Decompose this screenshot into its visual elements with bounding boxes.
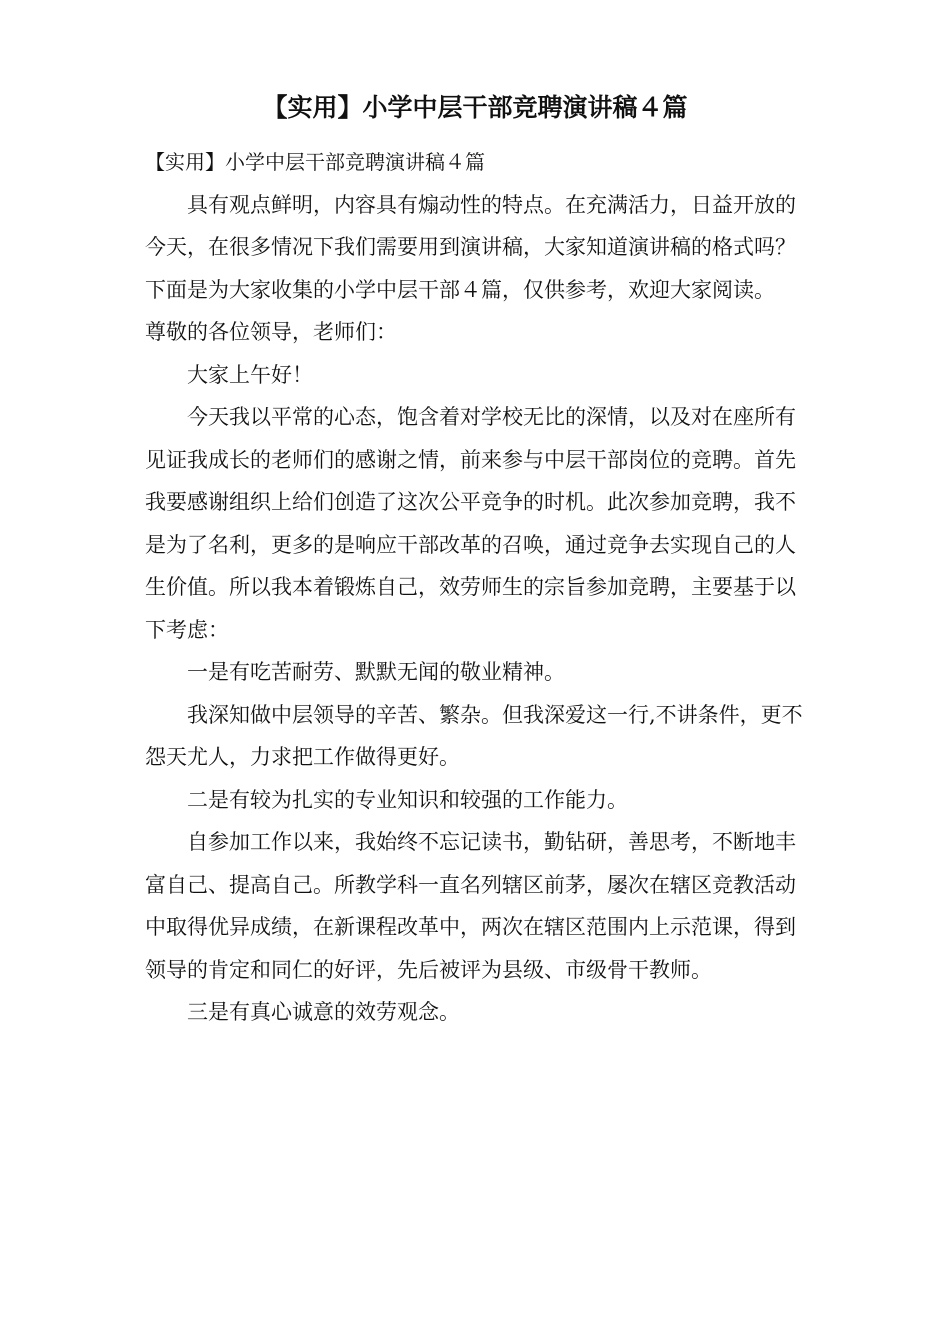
point-heading: 三是有真心诚意的效劳观念。 bbox=[187, 1000, 460, 1024]
body-paragraph: 自参加工作以来，我始终不忘记读书，勤钻研，善思考，不断地丰富自己、提高自己。所教学科一直名列辖区前茅，屡次在辖区竞教活动中取得优异成绩，在新课程改革中，两次在辖区范围内上示范课，得到领导的肯定和同仁的好评，先后被评为县级、市级骨干教师。 bbox=[145, 830, 796, 982]
document-subtitle: 【实用】小学中层干部竞聘演讲稿４篇 bbox=[145, 150, 485, 174]
intro-paragraph: 具有观点鲜明，内容具有煽动性的特点。在充满活力，日益开放的今天，在很多情况下我们需要用到演讲稿，大家知道演讲稿的格式吗？下面是为大家收集的小学中层干部４篇，仅供参考，欢迎大家阅读。 bbox=[145, 192, 796, 302]
point-heading: 二是有较为扎实的专业知识和较强的工作能力。 bbox=[187, 787, 628, 812]
point-heading: 一是有吃苦耐劳、默默无闻的敬业精神。 bbox=[187, 660, 565, 684]
document-body bbox=[145, 141, 805, 1034]
document-title: 【实用】小学中层干部竞聘演讲稿４篇 bbox=[262, 93, 688, 122]
salutation: 尊敬的各位领导，老师们： bbox=[145, 320, 397, 344]
greeting: 大家上午好！ bbox=[187, 362, 313, 387]
body-paragraph: 今天我以平常的心态，饱含着对学校无比的深情，以及对在座所有见证我成长的老师们的感谢之情，前来参与中层干部岗位的竞聘。首先我要感谢组织上给们创造了这次公平竞争的时机。此次参加竞聘，我不是为了名利，更多的是响应干部改革的召唤，通过竞争去实现自己的人生价值。所以我本着锻炼自己，效劳师生的宗旨参加竞聘，主要基于以下考虑： bbox=[145, 405, 796, 642]
body-paragraph: 我深知做中层领导的辛苦、繁杂。但我深爱这一行,不讲条件，更不怨天尤人，力求把工作做得更好。 bbox=[145, 702, 803, 769]
